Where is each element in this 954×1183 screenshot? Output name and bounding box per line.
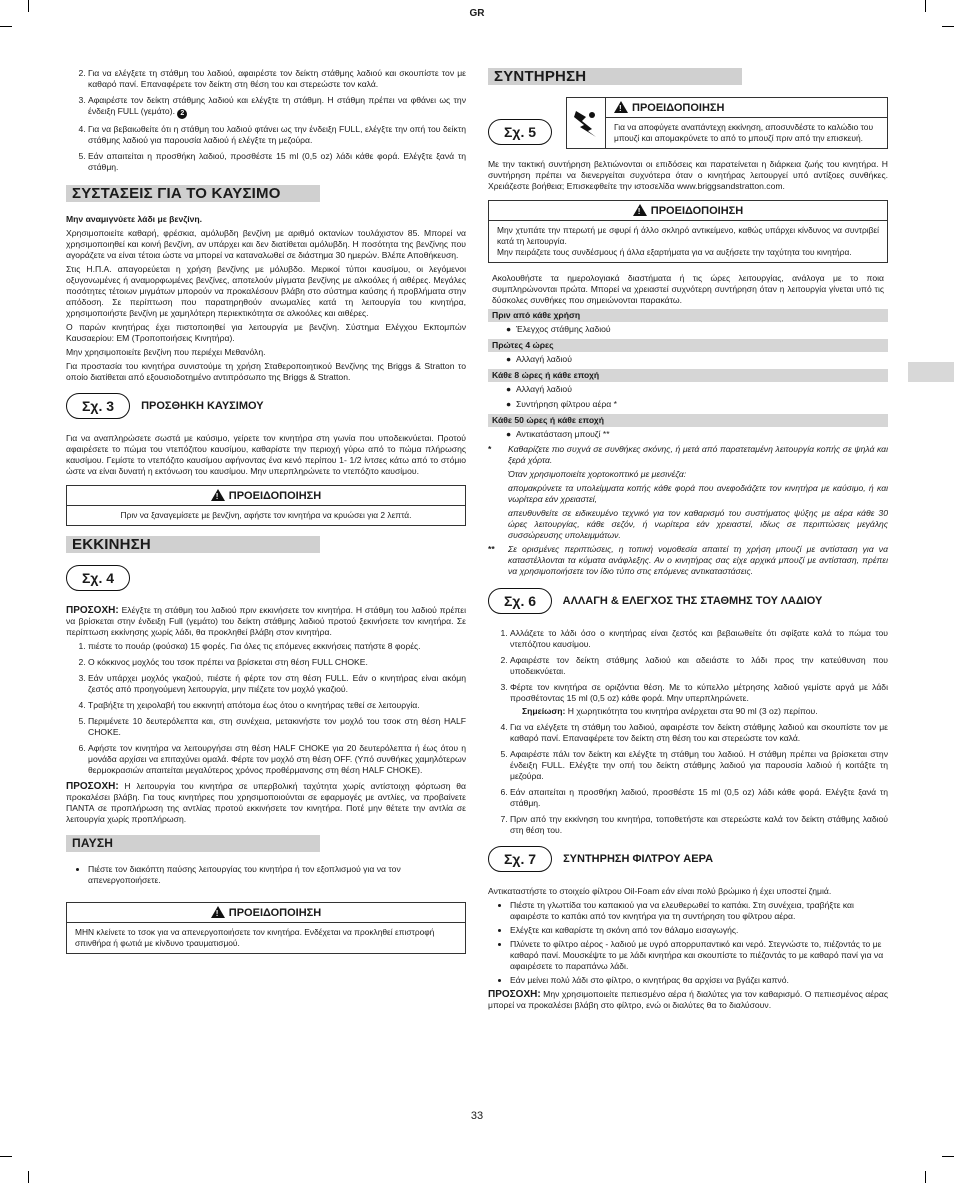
- schedule-interval: Πριν από κάθε χρήση: [488, 309, 888, 322]
- fig3-heading: [66, 393, 466, 419]
- warning-text: ΜΗΝ κλείνετε το τσοκ για να απενεργοποιήσετε τον κινητήρα. Ενδέχεται να προκληθεί επιστροφή σπινθήρα ή φωτιά με κίνδυνο τραυματισμού.: [75, 927, 435, 948]
- start-section-title: ΕΚΚΙΝΗΣΗ: [66, 536, 320, 553]
- warning-box: [488, 200, 888, 263]
- fig6-label: Σχ. 6: [488, 588, 552, 614]
- callout-2-icon: 2: [177, 109, 187, 119]
- spark-hazard-icon: [572, 107, 600, 139]
- fuel-paragraph: Για προστασία του κινητήρα συνιστούμε τη χρήση Σταθεροποιητικού Βενζίνης της Briggs & Stratton το οποίο διατίθεται από εξουσιοδοτημένο αντιπρόσωπο της Briggs & Stratton.: [66, 361, 466, 382]
- fig3-label: Σχ. 3: [66, 393, 130, 419]
- fuel-paragraph: Στις Η.Π.Α. απαγορεύεται η χρήση βενζίνης με μόλυβδο. Μερικοί τύποι καυσίμου, οι λεγόμενοι οξυγονωμένες ή αναμορφωμένες βενζίνες, αποτελούν μίγματα βενζίνης με αλκοόλες ή αιθέρες. Μεγάλες ποσότητες τέτοιων μιγμάτων μπορούν να προκαλέσουν βλάβη στο σύστημα καύσης ή προβλήματα στην απόδοση. Σε περίπτωση που παρατηρηθούν ανωμαλίες κατά τη λειτουργία του κινητήρα, χρησιμοποιήστε βενζίνη με χαμηλότερη περιεκτικότητα σε αλκοόλες και αιθέρες.: [66, 264, 466, 318]
- fig6-heading: [488, 588, 888, 614]
- warning-label: ΠΡΟΕΙΔΟΠΟΙΗΣΗ: [228, 907, 322, 919]
- warning-triangle-icon: [211, 489, 225, 501]
- list-item: 4. Για να βεβαιωθείτε ότι η στάθμη του λαδιού φτάνει ως την ένδειξη FULL, ελέγξτε την οπή του δείκτη στάθμης λαδιού για παρουσία λαδιού ή ελέγξτε τη μεζούρα.: [88, 124, 466, 146]
- warning-triangle-icon: [633, 204, 647, 216]
- warning-box: [66, 485, 466, 526]
- schedule-intro: Ακολουθήστε τα ημερολογιακά διαστήματα ή τις ώρες λειτουργίας, ανάλογα με το ποια συμπληρώνονται πρώτα. Μπορεί να χρειαστεί συχνότερη συντήρηση όταν η λειτουργία γίνεται υπό τις δύσκολες συνθήκες που σημειώνονται παρακάτω.: [492, 273, 884, 305]
- fuel-paragraph: Χρησιμοποιείτε καθαρή, φρέσκια, αμόλυβδη βενζίνη με αριθμό οκτανίων τουλάχιστον 85. Μπορεί να χρησιμοποιηθεί και κοινή βενζίνη, αν υπάρχει και δεν διατίθεται αμόλυβδη. Η ποσότητα της βενζίνης που αγοράζετε να είναι τέτοια ώστε να μπορεί να καταναλωθεί σε διάστημα 30 ημερών. Βλέπε Αποθήκευση.: [66, 228, 466, 260]
- list-item: • Πλύνετε το φίλτρο αέρος - λαδιού με υγρό απορρυπαντικό και νερό. Στεγνώστε το, πιέζοντάς το με καθαρό πανί. Μουσκέψτε το με λάδι κινητήρα και σκουπίστε το πιέζοντάς το με καθαρό πανί για να αφαιρέσετε το παραπάνω λάδι.: [510, 939, 888, 972]
- warning-text: Πριν να ξαναγεμίσετε με βενζίνη, αφήστε τον κινητήρα να κρυώσει για 2 λεπτά.: [120, 510, 412, 520]
- right-column: [488, 68, 888, 1014]
- stop-section-title: ΠΑΥΣΗ: [66, 835, 320, 852]
- fuel-bold-note: Μην αναμιγνύετε λάδι με βενζίνη.: [66, 214, 203, 224]
- schedule-interval: Κάθε 50 ώρες ή κάθε εποχή: [488, 414, 888, 427]
- list-item: 2. Για να ελέγξετε τη στάθμη του λαδιού, αφαιρέστε τον δείκτη στάθμης λαδιού και σκουπίστε τον με καθαρό πανί. Επαναφέρετε τον δείκτη στη θέση του και στερεώστε τον καλά.: [88, 68, 466, 90]
- list-item: 3. Φέρτε τον κινητήρα σε οριζόντια θέση. Με το κύπελλο μέτρησης λαδιού γεμίστε αργά με λάδι προσθέτοντας 15 ml (0,5 oz) κάθε φορά. Μην υπερπληρώνετε. Σημείωση: Η χωρητικότητα του κινητήρα ανέρχεται στα 90 ml (3 oz) περίπου.: [510, 682, 888, 717]
- start-steps: [66, 641, 466, 776]
- fig7-heading: [488, 846, 888, 872]
- list-item: • Πιέστε τη γλωττίδα του καπακιού για να ελευθερωθεί το καπάκι. Στη συνέχεια, τραβήξτε και αφαιρέστε το καπάκι από τον κινητήρα για τη συντήρηση του φίλτρου αέρα.: [510, 900, 888, 922]
- list-item: 6. Αφήστε τον κινητήρα να λειτουργήσει στη θέση HALF CHOKE για 20 δευτερόλεπτα ή έως ότου η μονάδα αρχίσει να επιταχύνει ομαλά. Φέρτε τον μοχλό στη θέση OFF. (Υπό συνθήκες χαμηλότερων θερμοκρασιών απαιτείται μεγαλύτερος χρόνος προθέρμανσης στη θέση HALF CHOKE).: [88, 743, 466, 776]
- list-item: 7. Πριν από την εκκίνηση του κινητήρα, τοποθετήστε και στερεώστε καλά τον δείκτη στάθμης λαδιού στη θέση του.: [510, 814, 888, 836]
- list-item: 1. Αλλάζετε το λάδι όσο ο κινητήρας είναι ζεστός και βεβαιωθείτε ότι σφίξατε καλά το πώμα του ντεπόζιτου καυσίμου.: [510, 628, 888, 650]
- fig4-heading: [66, 565, 466, 591]
- maintenance-schedule: [488, 309, 888, 440]
- warning-text: Μην πειράζετε τους συνδέσμους ή άλλα εξαρτήματα για να αυξήσετε την ταχύτητα του κινητήρα.: [497, 247, 852, 257]
- fig7-label: Σχ. 7: [488, 846, 552, 872]
- warning-text: Μην χτυπάτε την πτερωτή με σφυρί ή άλλο σκληρό αντικείμενο, καθώς υπάρχει κίνδυνος να συντριβεί κατά τη λειτουργία.: [497, 225, 879, 246]
- warning-text: Για να αποφύγετε αναπάντεχη εκκίνηση, αποσυνδέστε το καλώδιο του μπουζί και απομακρύνετε το από το μπουζί πριν από την επισκευή.: [614, 122, 874, 143]
- warning-box: [566, 97, 888, 149]
- maintenance-section-title: ΣΥΝΤΗΡΗΣΗ: [488, 68, 742, 85]
- warning-label: ΠΡΟΕΙΔΟΠΟΙΗΣΗ: [650, 205, 744, 217]
- warning-label: ΠΡΟΕΙΔΟΠΟΙΗΣΗ: [228, 490, 322, 502]
- maintenance-paragraph: Με την τακτική συντήρηση βελτιώνονται οι επιδόσεις και παρατείνεται η διάρκεια ζωής του κινητήρα. Η συντήρηση πρέπει να διενεργείται συχνότερα όταν ο κινητήρας λειτουργεί υπό αντίξοες συνθήκες. Χρειάζεστε βοήθεια; Επισκεφθείτε την ιστοσελίδα www.briggsandstratton.com.: [488, 159, 888, 191]
- footnote: ** Σε ορισμένες περιπτώσεις, η τοπική νομοθεσία απαιτεί τη χρήση μπουζί με αντίσταση για να καταστέλλονται τα κύματα ανάφλεξης. Αν ο κινητήρας σας είχε αρχικά μπουζί με αντίσταση, πρέπει να χρησιμοποιήσετε τον ίδιο τύπο στις επόμενες αντικαταστάσεις.: [488, 544, 888, 576]
- oil-check-list: [66, 68, 466, 173]
- warning-triangle-icon: [211, 906, 225, 918]
- fuel-paragraph: Ο παρών κινητήρας έχει πιστοποιηθεί για λειτουργία με βενζίνη. Σύστημα Ελέγχου Εκπομπών Καυσαερίου: EM (Τροποποιήσεις Κινητήρα).: [66, 322, 466, 343]
- list-item: • Εάν μείνει πολύ λάδι στο φίλτρο, ο κινητήρας θα αρχίσει να βγάζει καπνό.: [510, 975, 888, 986]
- schedule-item: ● Αλλαγή λαδιού: [506, 384, 572, 394]
- fig5-label: Σχ. 5: [488, 119, 552, 145]
- schedule-item: ● Έλεγχος στάθμης λαδιού: [506, 324, 611, 334]
- list-item: • Ελέγξτε και καθαρίστε τη σκόνη από τον θάλαμο εισαγωγής.: [510, 925, 888, 936]
- schedule-item: ● Αλλαγή λαδιού: [506, 354, 572, 364]
- side-tab: [908, 362, 954, 382]
- fuel-section-title: ΣΥΣΤΑΣΕΙΣ ΓΙΑ ΤΟ ΚΑΥΣΙΜΟ: [66, 185, 320, 202]
- list-item: 3. Εάν υπάρχει μοχλός γκαζιού, πιέστε ή φέρτε τον στη θέση FULL. Εάν ο κινητήρας είναι ακόμη ζεστός από προηγούμενη λειτουργία, μην πιέζετε τον μοχλό γκαζιού.: [88, 673, 466, 695]
- stop-list: [66, 864, 466, 886]
- air-filter-intro: Αντικαταστήστε το στοιχείο φίλτρου Oil-Foam εάν είναι πολύ βρώμικο ή έχει υποστεί ζημιά.: [488, 886, 832, 896]
- schedule-interval: Πρώτες 4 ώρες: [488, 339, 888, 352]
- schedule-item: ● Συντήρηση φίλτρου αέρα *: [506, 399, 617, 409]
- add-fuel-paragraph: Για να αναπληρώσετε σωστά με καύσιμο, γείρετε τον κινητήρα στη γωνία που υποδεικνύεται. Προτού αφαιρέσετε το πώμα του ντεπόζιτου καυσίμου, καθαρίστε την περιοχή γύρω από το πώμα πλήρωσης καυσίμου. Γεμίστε το ντεπόζιτο καυσίμου αφήνοντας ένα κενό περίπου 1- 1/2 ίντσες κάτω από το στόμιο ώστε να είναι δυνατή η εκτόνωση του καυσίμου. Μην υπερπληρώνετε το ντεπόζιτο καυσίμου.: [66, 433, 466, 476]
- list-item: 4. Για να ελέγξετε τη στάθμη του λαδιού, αφαιρέστε τον δείκτη στάθμης λαδιού και σκουπίστε τον με καθαρό πανί. Επαναφέρετε τον δείκτη στη θέση του και στερεώστε τον καλά.: [510, 722, 888, 744]
- list-item: 5. Αφαιρέστε πάλι τον δείκτη και ελέγξτε τη στάθμη του λαδιού. Η στάθμη πρέπει να βρίσκεται στην ένδειξη FULL. Ελέγξτε την οπή του δείκτη στάθμης λαδιού για παρουσία λαδιού ή κοιτάξτε τη μεζούρα.: [510, 749, 888, 782]
- fig7-title: ΣΥΝΤΗΡΗΣΗ ΦΙΛΤΡΟΥ ΑΕΡΑ: [563, 852, 714, 865]
- list-item: • Πιέστε τον διακόπτη παύσης λειτουργίας του κινητήρα ή τον εξοπλισμού για να τον απενεργοποιήσετε.: [88, 864, 466, 886]
- schedule-interval: Κάθε 8 ώρες ή κάθε εποχή: [488, 369, 888, 382]
- warning-box: [66, 902, 466, 954]
- list-item: 2. Αφαιρέστε τον δείκτη στάθμης λαδιού και αδειάστε το λάδι προς την κατεύθυνση που υποδεικνύεται.: [510, 655, 888, 677]
- fig4-label: Σχ. 4: [66, 565, 130, 591]
- start-caution-2: ΠΡΟΣΟΧΗ: Η λειτουργία του κινητήρα σε υπερβολική ταχύτητα χωρίς αντίστοιχη φόρτωση θα προκαλέσει βλάβη. Για τους κινητήρες που χρησιμοποιούνται σε εφαρμογές με αντλίες, να προβαίνετε ΠΑΝΤΑ σε προπλήρωση της αντλίας προτού εκκινήσετε τον κινητήρα. Ποτέ μην θέτετε την αντλία σε λειτουργία χωρίς προπλήρωση.: [66, 781, 466, 824]
- list-item: 5. Εάν απαιτείται η προσθήκη λαδιού, προσθέστε 15 ml (0,5 oz) λάδι κάθε φορά. Ελέγξτε ξανά τη στάθμη.: [88, 151, 466, 173]
- page-number: 33: [470, 1110, 484, 1122]
- list-item: 5. Περιμένετε 10 δευτερόλεπτα και, στη συνέχεια, μετακινήστε τον μοχλό του τσοκ στη θέση HALF CHOKE.: [88, 716, 466, 738]
- list-item: 2. Ο κόκκινος μοχλός του τσοκ πρέπει να βρίσκεται στη θέση FULL CHOKE.: [88, 657, 466, 668]
- air-filter-caution: ΠΡΟΣΟΧΗ: Μην χρησιμοποιείτε πεπιεσμένο αέρα ή διαλύτες για τον καθαρισμό. Ο πεπιεσμένος αέρας μπορεί να προκαλέσει βλάβη στο φίλτρο, ενώ οι διαλύτες θα το διαλύσουν.: [488, 989, 888, 1010]
- fig3-title: ΠΡΟΣΘΗΚΗ ΚΑΥΣΙΜΟΥ: [141, 399, 264, 412]
- language-code: GR: [469, 8, 485, 19]
- left-column: [66, 68, 466, 964]
- oil-change-steps: [488, 628, 888, 836]
- footnote: * Καθαρίζετε πιο συχνά σε συνθήκες σκόνης, ή μετά από παρατεταμένη λειτουργία κοπής σε ψηλά και ξερά χόρτα. Όταν χρησιμοποιείτε χορτοκοπτικό με μεσινέζα: απομακρύνετε τα υπολείμματα κοπής κάθε φορά που ανεφοδιάζετε τον κινητήρα με καύσιμο, ή και νωρίτερα εάν χρειαστεί, απευθυνθείτε σε ειδικευμένο τεχνικό για τον καθαρισμό του συστήματος ψύξης με αέρα κάθε 30 ώρες λειτουργίας, κάθε σεζόν, ή νωρίτερα εάν χρειαστεί, ιδίως σε περιπτώσεις μεγάλης συσσώρευσης υπολειμμάτων.: [488, 444, 888, 540]
- list-item: 3. Αφαιρέστε τον δείκτη στάθμης λαδιού και ελέγξτε τη στάθμη. Η στάθμη πρέπει να φθάνει ως την ένδειξη FULL (γεμάτο). 2: [88, 95, 466, 119]
- list-item: 6. Εάν απαιτείται η προσθήκη λαδιού, προσθέστε 15 ml (0,5 oz) λάδι κάθε φορά. Ελέγξτε ξανά τη στάθμη.: [510, 787, 888, 809]
- schedule-item: ● Αντικατάσταση μπουζί **: [506, 429, 610, 439]
- air-filter-steps: [488, 900, 888, 986]
- list-item: 4. Τραβήξτε τη χειρολαβή του εκκινητή απότομα έως ότου ο κινητήρας τεθεί σε λειτουργία.: [88, 700, 466, 711]
- warning-label: ΠΡΟΕΙΔΟΠΟΙΗΣΗ: [632, 102, 725, 114]
- fuel-paragraph: Μην χρησιμοποιείτε βενζίνη που περιέχει Μεθανόλη.: [66, 347, 266, 357]
- warning-triangle-icon: [614, 101, 628, 113]
- fig6-title: ΑΛΛΑΓΗ & ΕΛΕΓΧΟΣ ΤΗΣ ΣΤΑΘΜΗΣ ΤΟΥ ΛΑΔΙΟΥ: [562, 594, 823, 607]
- list-item: 1. πιέστε τo πουάρ (φούσκα) 15 φορές. Για όλες τις επόμενες εκκινήσεις πατήστε 8 φορές.: [88, 641, 466, 652]
- start-caution: ΠΡΟΣΟΧΗ: Ελέγξτε τη στάθμη του λαδιού πριν εκκινήσετε τον κινητήρα. Η στάθμη του λαδιού πρέπει να βρίσκεται στην ένδειξη Full (γεμάτο) του δείκτη στάθμης λαδιού προτού ξεκινήσετε τον κινητήρα. Σε περίπτωση εκκίνησης χωρίς λάδι, θα προκληθεί βλάβη στον κινητήρα.: [66, 605, 467, 637]
